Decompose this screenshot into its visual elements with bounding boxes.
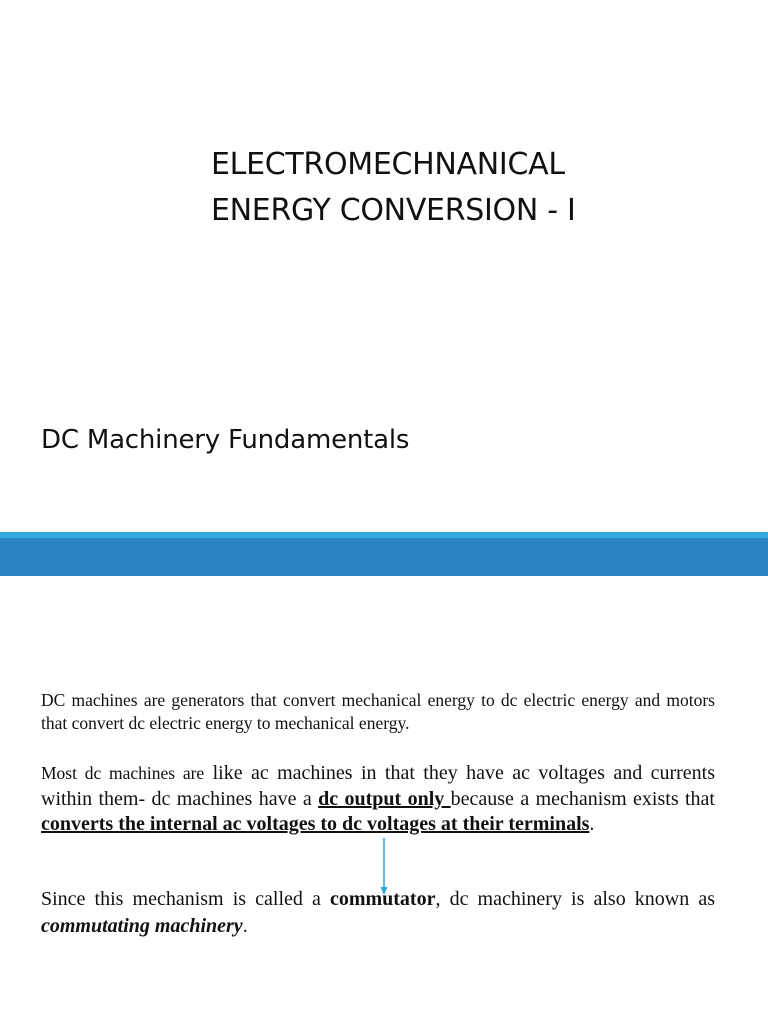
paragraph-mechanism-part-2: like ac machines in that they have ac voltages and currents within them- dc machines have a <box>41 762 716 810</box>
slide-title-line-1: ELECTROMECHNANICAL <box>211 147 565 182</box>
slide-subtitle: DC Machinery Fundamentals <box>41 425 410 455</box>
term-commutating-machinery: commutating machinery <box>41 915 243 937</box>
paragraph-commutator-part-1: Since this mechanism is called a <box>41 888 330 910</box>
emphasis-dc-output-only: dc output only <box>318 787 451 810</box>
paragraph-commutator-part-3: . <box>242 915 248 937</box>
paragraph-mechanism-part-4: . <box>589 813 595 835</box>
paragraph-mechanism <box>41 761 715 838</box>
slide-title <box>211 142 731 234</box>
paragraph-mechanism-part-3: because a mechanism exists that <box>450 787 715 810</box>
slide-title-line-2: ENERGY CONVERSION - I <box>211 193 576 228</box>
paragraph-commutator-part-2: , dc machinery is also known as <box>435 888 715 910</box>
paragraph-mechanism-part-1: Most dc machines are <box>41 763 205 783</box>
accent-band-dark <box>0 538 768 576</box>
term-commutator: commutator <box>329 888 436 910</box>
paragraph-definition: DC machines are generators that convert mechanical energy to dc electric energy and motors that convert dc electric energy to mechanical energy. <box>41 690 715 733</box>
emphasis-converts-ac-to-dc: converts the internal ac voltages to dc voltages at their terminals <box>41 813 590 835</box>
paragraph-commutator <box>41 886 715 940</box>
